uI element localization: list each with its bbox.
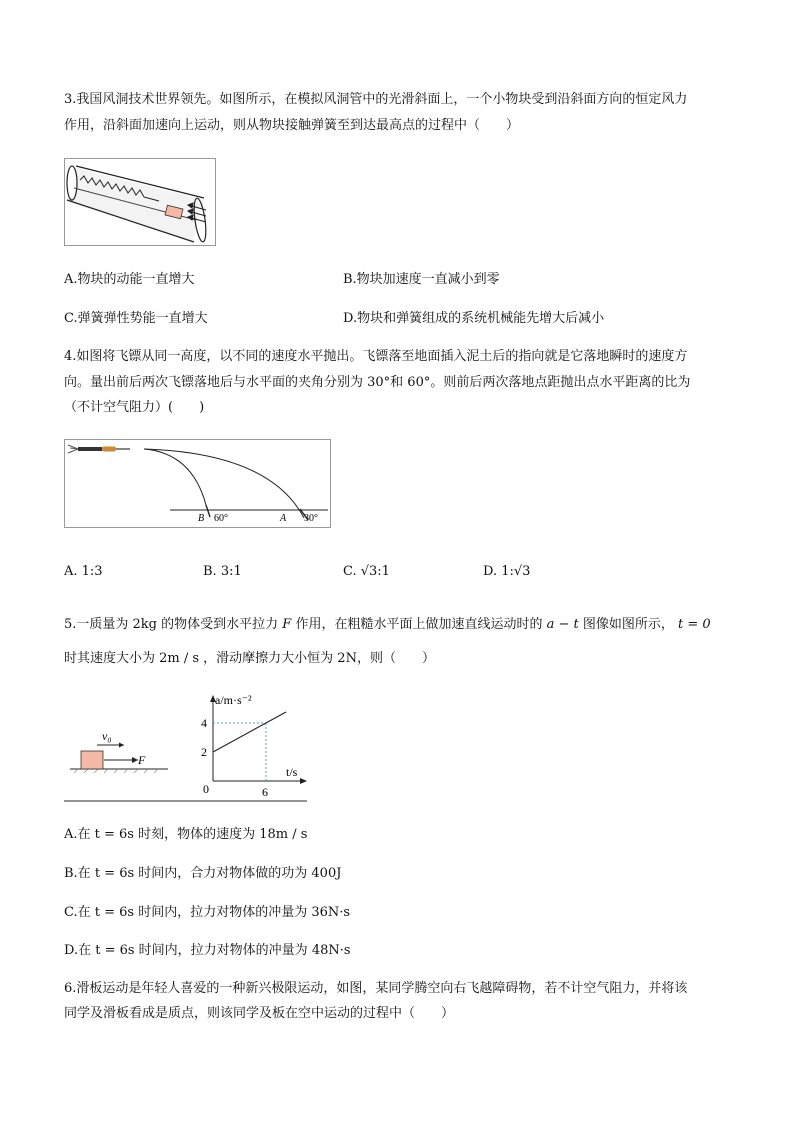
y-tick-4: 4 bbox=[201, 716, 207, 730]
x-tick-6: 6 bbox=[262, 785, 268, 799]
force-label: F bbox=[138, 753, 146, 767]
q3-stem-line1: 3.我国风洞技术世界领先。如图所示，在模拟风洞管中的光滑斜面上，一个小物块受到沿斜面方向的恒定风力 bbox=[64, 92, 688, 107]
x-axis-label: t/s bbox=[286, 765, 298, 779]
q3-option-d: D.物块和弹簧组成的系统机械能先增大后减小 bbox=[343, 311, 605, 326]
q5-option-b: B.在 t = 6s 时间内，合力对物体做的功为 400J bbox=[64, 866, 342, 881]
q3-option-b: B.物块加速度一直减小到零 bbox=[343, 272, 500, 287]
q3-option-a: A.物块的动能一直增大 bbox=[64, 272, 195, 287]
q4-option-c: C. √3:1 bbox=[343, 564, 390, 579]
q4-stem-line2: 向。量出前后两次飞镖落地后与水平面的夹角分别为 30°和 60°。则前后两次落地点距抛出点水平距离的比为 bbox=[64, 375, 691, 390]
v0-label: v₀ bbox=[102, 729, 112, 743]
q5-figure bbox=[64, 690, 308, 808]
q4-dart-figure bbox=[64, 439, 331, 532]
q4-label-a: A bbox=[280, 513, 287, 524]
q4-label-b-angle: 60° bbox=[214, 513, 228, 524]
q4-option-b: B. 3:1 bbox=[203, 564, 242, 579]
q3-option-c: C.弹簧弹性势能一直增大 bbox=[64, 311, 208, 326]
q5-option-a: A.在 t = 6s 时刻，物体的速度为 18m / s bbox=[64, 827, 308, 842]
q5-stem-line2: 时其速度大小为 2m / s ，滑动摩擦力大小恒为 2N，则（ ） bbox=[64, 651, 435, 666]
block bbox=[81, 751, 103, 769]
q3-wind-tunnel-figure bbox=[64, 158, 216, 250]
q5-option-d: D.在 t = 6s 时间内，拉力对物体的冲量为 48N·s bbox=[64, 943, 351, 958]
q4-label-b: B bbox=[198, 513, 205, 524]
q6-stem-line2: 同学及滑板看成是质点，则该同学及板在空中运动的过程中（ ） bbox=[64, 1006, 455, 1021]
q5-option-c: C.在 t = 6s 时间内，拉力对物体的冲量为 36N·s bbox=[64, 905, 351, 920]
q6-stem-line1: 6.滑板运动是年轻人喜爱的一种新兴极限运动，如图，某同学腾空向右飞越障碍物，若不计空气阻力，并将该 bbox=[64, 981, 688, 996]
q4-option-d: D. 1:√3 bbox=[483, 564, 531, 579]
q4-stem-line3: （不计空气阻力）( ) bbox=[64, 400, 205, 415]
q4-stem-line1: 4.如图将飞镖从同一高度，以不同的速度水平抛出。飞镖落至地面插入泥土后的指向就是它落地瞬时的速度方 bbox=[64, 349, 688, 364]
q4-label-a-angle: 30° bbox=[304, 513, 318, 524]
origin-label: 0 bbox=[203, 782, 209, 796]
q3-stem-line2: 作用，沿斜面加速向上运动，则从物块接触弹簧至到达最高点的过程中（ ） bbox=[64, 118, 520, 133]
q5-stem-line1: 5.一质量为 2kg 的物体受到水平拉力 F 作用，在粗糙水平面上做加速直线运动时的 a − t 图像如图所示， t = 0 bbox=[64, 617, 711, 632]
dart-icon bbox=[68, 445, 130, 453]
y-tick-2: 2 bbox=[201, 745, 207, 759]
q4-option-a: A. 1:3 bbox=[64, 564, 103, 579]
y-axis-label: a/m·s⁻² bbox=[215, 693, 252, 707]
